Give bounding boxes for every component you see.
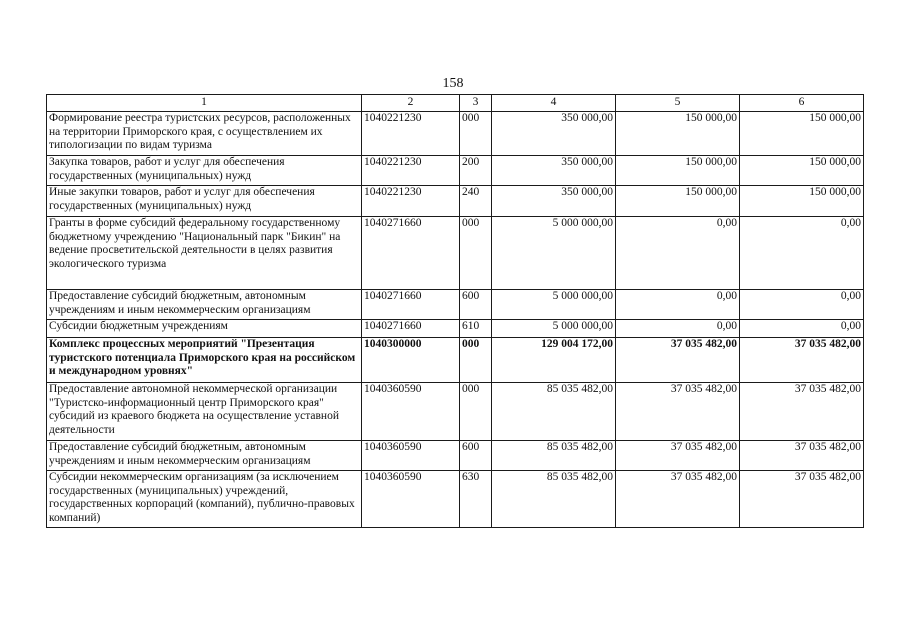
row-expense-type: 200 (460, 156, 492, 186)
row-name: Комплекс процессных мероприятий "Презентация туристского потенциала Приморского края на российском и международном уровнях" (47, 338, 362, 383)
row-expense-type: 600 (460, 441, 492, 471)
header-col-6: 6 (740, 95, 864, 112)
row-value-5: 0,00 (616, 290, 740, 320)
row-expense-type: 630 (460, 471, 492, 528)
table-row (47, 156, 864, 186)
row-value-5: 150 000,00 (616, 156, 740, 186)
row-expense-type: 000 (460, 217, 492, 290)
header-col-1: 1 (47, 95, 362, 112)
row-code: 1040300000 (362, 338, 460, 383)
row-code: 1040360590 (362, 383, 460, 441)
row-name: Формирование реестра туристских ресурсов, расположенных на территории Приморского края, с осуществлением их типологизации по видам туризма (47, 112, 362, 156)
row-value-5: 37 035 482,00 (616, 441, 740, 471)
row-name: Предоставление автономной некоммерческой организации "Туристско-информационный центр Приморского края" субсидий из краевого бюджета на осуществление уставной деятельности (47, 383, 362, 441)
row-code: 1040221230 (362, 156, 460, 186)
row-value-5: 150 000,00 (616, 112, 740, 156)
row-value-6: 0,00 (740, 290, 864, 320)
header-col-5: 5 (616, 95, 740, 112)
row-value-6: 150 000,00 (740, 112, 864, 156)
row-value-4: 5 000 000,00 (492, 320, 616, 338)
row-code: 1040271660 (362, 217, 460, 290)
row-value-6: 0,00 (740, 217, 864, 290)
row-value-4: 350 000,00 (492, 186, 616, 217)
row-code: 1040221230 (362, 186, 460, 217)
row-expense-type: 000 (460, 112, 492, 156)
row-code: 1040221230 (362, 112, 460, 156)
table-row (47, 441, 864, 471)
row-value-4: 350 000,00 (492, 112, 616, 156)
row-value-5: 37 035 482,00 (616, 383, 740, 441)
page-number: 158 (442, 76, 464, 91)
row-code: 1040271660 (362, 290, 460, 320)
row-expense-type: 600 (460, 290, 492, 320)
header-col-4: 4 (492, 95, 616, 112)
row-value-6: 37 035 482,00 (740, 441, 864, 471)
table-row (47, 471, 864, 528)
row-value-5: 37 035 482,00 (616, 338, 740, 383)
row-value-5: 37 035 482,00 (616, 471, 740, 528)
row-name: Иные закупки товаров, работ и услуг для обеспечения государственных (муниципальных) нужд (47, 186, 362, 217)
row-value-4: 85 035 482,00 (492, 471, 616, 528)
row-value-5: 0,00 (616, 217, 740, 290)
table-row (47, 320, 864, 338)
row-value-6: 150 000,00 (740, 156, 864, 186)
table-row (47, 383, 864, 441)
row-value-4: 129 004 172,00 (492, 338, 616, 383)
row-code: 1040271660 (362, 320, 460, 338)
row-code: 1040360590 (362, 471, 460, 528)
table-row (47, 112, 864, 156)
row-expense-type: 000 (460, 338, 492, 383)
row-name: Субсидии некоммерческим организациям (за исключением государственных (муниципальных) учреждений, государственных корпораций (компаний), публично-правовых компаний) (47, 471, 362, 528)
table-header-row (47, 95, 864, 112)
table-row (47, 338, 864, 383)
row-value-6: 37 035 482,00 (740, 338, 864, 383)
table-row (47, 217, 864, 290)
row-name: Гранты в форме субсидий федеральному государственному бюджетному учреждению "Национальный парк "Бикин" на ведение просветительской деятельности в целях развития экологического туризма (47, 217, 362, 290)
row-name: Предоставление субсидий бюджетным, автономным учреждениям и иным некоммерческим организациям (47, 441, 362, 471)
row-value-4: 85 035 482,00 (492, 383, 616, 441)
row-code: 1040360590 (362, 441, 460, 471)
row-value-4: 5 000 000,00 (492, 217, 616, 290)
row-expense-type: 000 (460, 383, 492, 441)
row-value-4: 5 000 000,00 (492, 290, 616, 320)
row-name: Предоставление субсидий бюджетным, автономным учреждениям и иным некоммерческим организациям (47, 290, 362, 320)
table-row (47, 186, 864, 217)
table-row (47, 290, 864, 320)
row-value-6: 37 035 482,00 (740, 383, 864, 441)
row-value-6: 150 000,00 (740, 186, 864, 217)
row-value-4: 350 000,00 (492, 156, 616, 186)
row-value-5: 150 000,00 (616, 186, 740, 217)
row-name: Субсидии бюджетным учреждениям (47, 320, 362, 338)
row-value-6: 37 035 482,00 (740, 471, 864, 528)
row-value-5: 0,00 (616, 320, 740, 338)
row-expense-type: 240 (460, 186, 492, 217)
budget-table (46, 94, 864, 528)
header-col-3: 3 (460, 95, 492, 112)
row-name: Закупка товаров, работ и услуг для обеспечения государственных (муниципальных) нужд (47, 156, 362, 186)
row-value-6: 0,00 (740, 320, 864, 338)
row-value-4: 85 035 482,00 (492, 441, 616, 471)
row-expense-type: 610 (460, 320, 492, 338)
header-col-2: 2 (362, 95, 460, 112)
